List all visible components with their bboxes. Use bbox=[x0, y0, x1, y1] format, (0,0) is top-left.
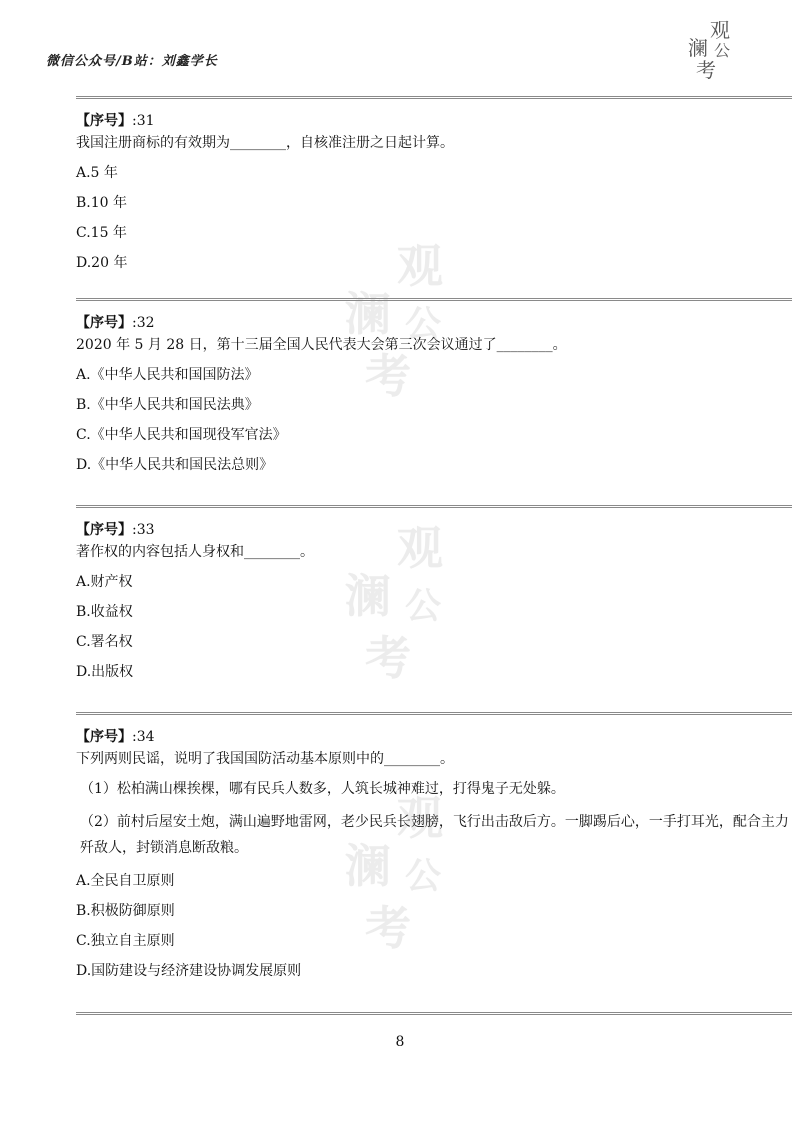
question-stem: 下列两则民谣，说明了我国国防活动基本原则中的________。 bbox=[76, 751, 454, 767]
question-stem: 我国注册商标的有效期为________，自核准注册之日起计算。 bbox=[76, 135, 454, 151]
option-b: B.积极防御原则 bbox=[76, 903, 175, 919]
question-number: :31 bbox=[132, 113, 155, 129]
header-text: 微信公众号/B站：刘鑫学长 bbox=[46, 54, 218, 69]
question-stem: 著作权的内容包括人身权和________。 bbox=[76, 544, 314, 560]
watermark-char: 考 bbox=[365, 631, 411, 685]
question-header bbox=[76, 111, 792, 131]
watermark-char: 观 bbox=[397, 239, 443, 293]
watermark-char: 观 bbox=[397, 521, 443, 575]
option-c: C.《中华人民共和国现役军官法》 bbox=[76, 427, 287, 443]
option-b: B.10 年 bbox=[76, 195, 128, 211]
question-number: :33 bbox=[132, 522, 155, 538]
watermark-char: 考 bbox=[365, 349, 411, 403]
watermark-char: 考 bbox=[365, 901, 411, 955]
watermark-char: 公 bbox=[405, 585, 442, 627]
watermark-char: 公 bbox=[405, 303, 442, 345]
logo-char: 观 bbox=[710, 18, 730, 42]
watermark-char: 澜 bbox=[345, 839, 391, 893]
question-header bbox=[76, 313, 792, 333]
option-b: B.《中华人民共和国民法典》 bbox=[76, 397, 259, 413]
page-number: 8 bbox=[395, 1034, 405, 1050]
watermark-char: 公 bbox=[405, 855, 442, 897]
question-tag: 【序号】 bbox=[76, 522, 132, 538]
question-31 bbox=[76, 96, 792, 283]
logo bbox=[680, 14, 740, 82]
question-header bbox=[76, 520, 792, 540]
option-c: C.署名权 bbox=[76, 634, 133, 650]
logo-char: 公 bbox=[714, 41, 731, 60]
option-d: D.《中华人民共和国民法总则》 bbox=[76, 457, 274, 473]
option-d: D.国防建设与经济建设协调发展原则 bbox=[76, 963, 302, 979]
question-34 bbox=[76, 712, 792, 991]
question-number: :32 bbox=[132, 315, 155, 331]
watermark-char: 观 bbox=[397, 791, 443, 845]
question-paragraph: （1）松柏满山棵挨棵，哪有民兵人数多，人筑长城神难过，打得鬼子无处躲。 bbox=[80, 781, 565, 797]
option-a: A.全民自卫原则 bbox=[76, 873, 175, 889]
option-d: D.20 年 bbox=[76, 255, 128, 271]
option-d: D.出版权 bbox=[76, 664, 134, 680]
question-tag: 【序号】 bbox=[76, 729, 132, 745]
option-a: A.财产权 bbox=[76, 574, 133, 590]
question-32 bbox=[76, 298, 792, 485]
logo-char: 考 bbox=[696, 58, 716, 82]
bottom-divider bbox=[76, 1012, 792, 1015]
question-33 bbox=[76, 505, 792, 692]
question-tag: 【序号】 bbox=[76, 315, 132, 331]
option-c: C.15 年 bbox=[76, 225, 127, 241]
option-a: A.5 年 bbox=[76, 165, 118, 181]
option-c: C.独立自主原则 bbox=[76, 933, 175, 949]
option-b: B.收益权 bbox=[76, 604, 133, 620]
watermark-char: 澜 bbox=[345, 287, 391, 341]
watermark-char: 澜 bbox=[345, 569, 391, 623]
question-number: :34 bbox=[132, 729, 155, 745]
question-header bbox=[76, 727, 792, 747]
logo-char: 澜 bbox=[688, 36, 708, 60]
question-tag: 【序号】 bbox=[76, 113, 132, 129]
option-a: A.《中华人民共和国国防法》 bbox=[76, 367, 259, 383]
question-stem: 2020 年 5 月 28 日，第十三届全国人民代表大会第三次会议通过了________。 bbox=[76, 337, 567, 353]
question-paragraph: （2）前村后屋安土炮，满山遍野地雷网，老少民兵长翅膀，飞行出击敌后方。一脚踢后心，一手打耳光，配合主力歼敌人，封锁消息断敌粮。 bbox=[80, 814, 789, 856]
